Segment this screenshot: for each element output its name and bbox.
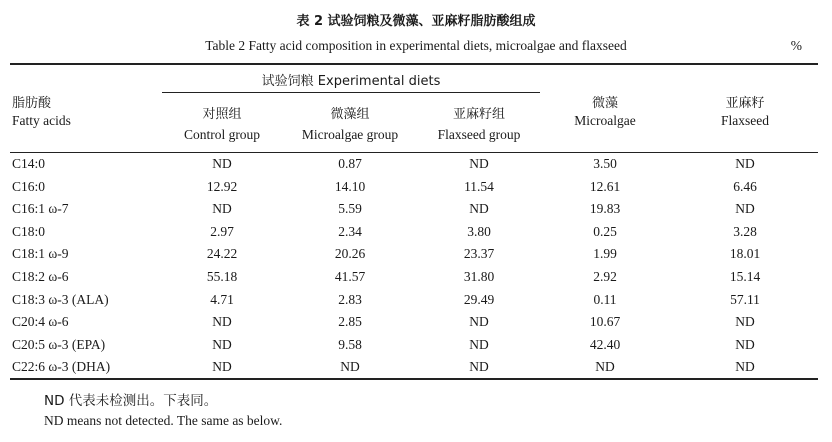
value-cell: 14.10 <box>334 178 366 194</box>
value-cell: 18.01 <box>729 246 761 262</box>
fatty-acid-name: C20:5 ω-3 (EPA) <box>12 336 106 352</box>
group-rule <box>162 92 540 93</box>
value-cell: 57.11 <box>730 291 760 307</box>
value-cell: 3.80 <box>467 223 491 239</box>
fatty-acid-name: C18:0 <box>12 223 46 239</box>
header-control-cn: 对照组 <box>202 107 242 122</box>
value-cell: ND <box>212 156 232 171</box>
header-microalgae-en: Microalgae <box>574 113 636 128</box>
header-flaxseed-cn: 亚麻籽 <box>725 96 765 111</box>
value-cell: ND <box>212 201 232 217</box>
bottom-rule <box>10 378 818 380</box>
value-cell: ND <box>469 314 489 330</box>
table-title-en: Table 2 Fatty acid composition in experimental diets, microalgae and flaxseed <box>205 38 627 53</box>
value-cell: 3.50 <box>593 156 617 171</box>
header-microalgae-group-cn: 微藻组 <box>330 107 370 122</box>
value-cell: ND <box>469 156 489 171</box>
value-cell: 2.34 <box>338 223 362 239</box>
value-cell: 55.18 <box>206 269 238 284</box>
value-cell: ND <box>735 201 755 217</box>
value-cell: 9.58 <box>338 336 362 352</box>
value-cell: ND <box>735 336 755 352</box>
value-cell: 29.49 <box>463 291 495 307</box>
value-cell: ND <box>735 156 755 171</box>
value-cell: 4.71 <box>210 291 234 307</box>
unit-label: % <box>790 38 802 53</box>
value-cell: 15.14 <box>729 269 761 284</box>
value-cell: 11.54 <box>464 178 494 194</box>
header-bottom-rule <box>10 152 818 153</box>
value-cell: 1.99 <box>593 246 617 262</box>
value-cell: 24.22 <box>206 246 238 262</box>
value-cell: 2.92 <box>593 269 617 284</box>
note-en: ND means not detected. The same as below. <box>44 413 283 428</box>
table-title-cn: 表 2 试验饲粮及微藻、亚麻籽脂肪酸组成 <box>296 14 536 29</box>
value-cell: ND <box>735 359 755 375</box>
top-rule <box>10 63 818 65</box>
fatty-acid-name: C16:1 ω-7 <box>12 201 69 217</box>
value-cell: 0.11 <box>593 291 617 307</box>
value-cell: 3.28 <box>733 223 757 239</box>
value-cell: ND <box>469 201 489 217</box>
fatty-acid-name: C18:3 ω-3 (ALA) <box>12 291 109 307</box>
fatty-acid-name: C18:1 ω-9 <box>12 246 69 262</box>
header-flaxseed-group-cn: 亚麻籽组 <box>452 107 506 122</box>
value-cell: ND <box>595 359 615 375</box>
value-cell: 0.87 <box>338 156 362 171</box>
fatty-acid-name: C14:0 <box>12 156 46 171</box>
value-cell: 12.92 <box>206 178 238 194</box>
value-cell: 2.85 <box>338 314 362 330</box>
fatty-acid-name: C20:4 ω-6 <box>12 314 69 330</box>
value-cell: 2.83 <box>338 291 362 307</box>
fatty-acid-name: C16:0 <box>12 178 46 194</box>
value-cell: ND <box>212 359 232 375</box>
fatty-acid-name: C18:2 ω-6 <box>12 269 69 284</box>
note-cn: ND 代表未检测出。下表同。 <box>44 393 218 409</box>
header-experimental-diets: 试验饲粮 Experimental diets <box>261 74 441 89</box>
header-fatty-acids-cn: 脂肪酸 <box>12 96 52 111</box>
value-cell: 20.26 <box>334 246 366 262</box>
value-cell: ND <box>469 336 489 352</box>
header-control-en: Control group <box>183 127 261 142</box>
value-cell: 10.67 <box>589 314 621 330</box>
fatty-acid-name: C22:6 ω-3 (DHA) <box>12 359 111 375</box>
header-fatty-acids-en: Fatty acids <box>12 113 71 128</box>
value-cell: ND <box>212 314 232 330</box>
value-cell: 31.80 <box>463 269 495 284</box>
header-microalgae-group-en: Microalgae group <box>301 127 399 142</box>
value-cell: ND <box>735 314 755 330</box>
value-cell: ND <box>469 359 489 375</box>
value-cell: 6.46 <box>733 178 757 194</box>
value-cell: ND <box>340 359 360 375</box>
value-cell: 19.83 <box>589 201 621 217</box>
value-cell: 5.59 <box>338 201 362 217</box>
value-cell: 42.40 <box>589 336 621 352</box>
header-microalgae-cn: 微藻 <box>591 96 619 111</box>
value-cell: 2.97 <box>210 223 234 239</box>
value-cell: 41.57 <box>334 269 366 284</box>
value-cell: 12.61 <box>589 178 621 194</box>
header-flaxseed-en: Flaxseed <box>721 113 769 128</box>
value-cell: 23.37 <box>463 246 495 262</box>
value-cell: 0.25 <box>593 223 617 239</box>
header-flaxseed-group-en: Flaxseed group <box>437 127 521 142</box>
value-cell: ND <box>212 336 232 352</box>
